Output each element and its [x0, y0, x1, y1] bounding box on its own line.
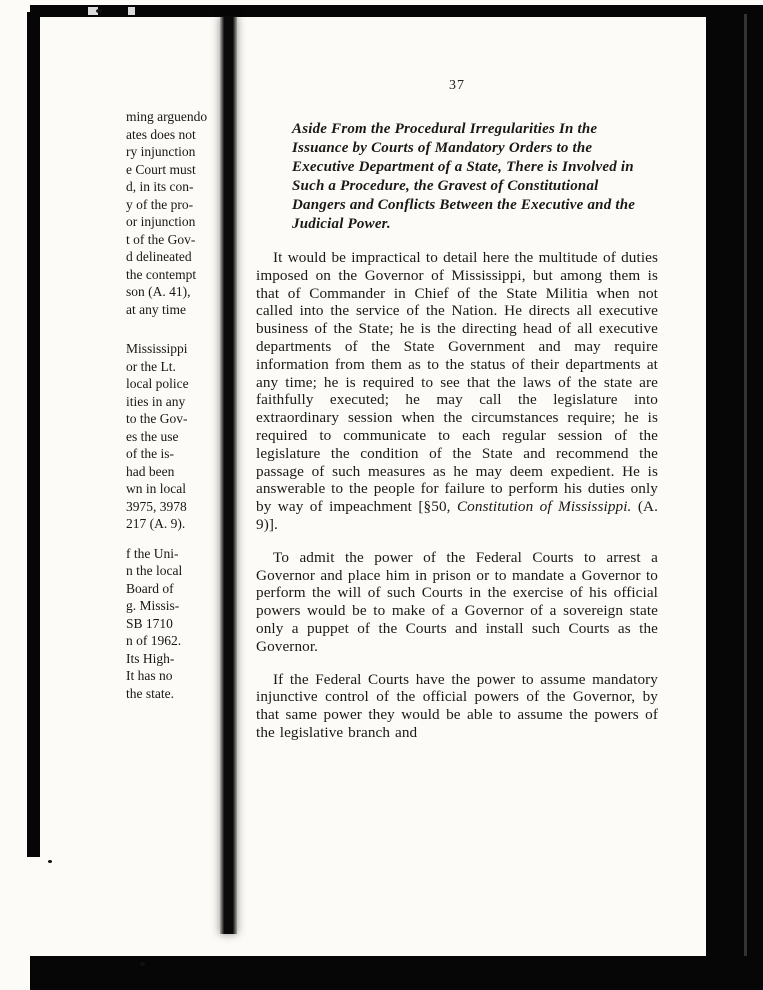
- left-page-text-line: Its High-: [126, 650, 175, 666]
- left-page-text-line: It has no: [126, 668, 173, 683]
- left-page-text-line: ities in any: [126, 393, 186, 409]
- scan-speck: [140, 962, 145, 966]
- argument-heading: Aside From the Procedural Irregularities In the Issuance by Courts of Mandatory Orders to the Executive Department of a State, There is Involved in Such a Procedure, the Gravest of Constitutional Dangers and Conflicts Between the Executive and the Judicial Power.: [292, 121, 636, 232]
- left-page-text-line: 3975, 3978: [126, 498, 187, 514]
- left-page-text-line: d, in its con-: [126, 179, 194, 194]
- left-page-text-line: n of 1962.: [126, 633, 182, 648]
- scan-edge-right-line: [744, 14, 747, 962]
- scan-edge-top: [30, 5, 763, 17]
- paragraph-injunctive-control: If the Federal Courts have the power to assume mandatory injunctive control of the official powers of the Governor, by that same power they would be able to assume the powers of the legislative branch and: [256, 670, 658, 741]
- left-page-fragment: [126, 108, 226, 702]
- left-page-text-line: at any time: [126, 301, 186, 317]
- scan-speck: [48, 860, 52, 863]
- left-page-text-line: ates does not: [126, 126, 196, 142]
- left-page-text-line: wn in local: [126, 481, 186, 496]
- page-number: 37: [449, 78, 465, 93]
- left-page-text-line: Mississippi: [126, 341, 188, 356]
- left-page-text-line: SB 1710: [126, 615, 173, 631]
- left-page-text-line: 217 (A. 9).: [126, 516, 186, 531]
- paragraph-text: It would be impractical to detail here the multitude of duties imposed on the Governor of Mississippi, but among them is that of Commander in Chief of the State Militia when not called into the service of the Nation. He directs all executive business of the State; he is the directing head of all executive departments of the State Government and may require information from them as to the status of their departments at any time; he is required to see that the laws of the state are faithfully executed; he may call the legislature into extraordinary session when the circumstances require; he is required to communicate to each regular session of the legislature the condition of the State and recommend the passage of such measures as he may deem expedient. He is answerable to the people for failure to perform his duties only by way of impeachment [§50,: [256, 249, 658, 516]
- left-page-text-line: d delineated: [126, 249, 192, 264]
- left-page-text-line: t of the Gov-: [126, 231, 196, 247]
- left-page-text-line: to the Gov-: [126, 411, 188, 426]
- left-page-text-line: local police: [126, 376, 189, 391]
- left-page-text-line: had been: [126, 463, 175, 479]
- scan-edge-gap: [128, 7, 135, 15]
- left-page-text-line: or the Lt.: [126, 358, 176, 374]
- left-page-text-line: es the use: [126, 428, 179, 444]
- left-page-text-line: y of the pro-: [126, 196, 194, 212]
- scan-edge-bottom: [30, 956, 763, 990]
- left-page-text-line: ming arguendo: [126, 109, 208, 124]
- left-page-text-line: the contempt: [126, 266, 197, 282]
- left-page-text-line: of the is-: [126, 446, 174, 461]
- left-page-paragraph: [126, 340, 226, 533]
- scan-edge-right: [706, 14, 763, 962]
- left-page-text-line: or injunction: [126, 214, 196, 229]
- left-page-text-line: ry injunction: [126, 144, 196, 159]
- paragraph-text: (A. 9)].: [256, 498, 658, 533]
- left-page-text-line: son (A. 41),: [126, 284, 191, 299]
- left-page-text-line: Board of: [126, 580, 174, 596]
- citation-italic: Constitution of Mississippi.: [456, 498, 632, 516]
- left-page-text-line: n the local: [126, 563, 183, 578]
- right-page: [256, 78, 658, 742]
- paragraph-federal-courts-power: To admit the power of the Federal Courts to arrest a Governor and place him in prison or to mandate a Governor to perform the will of such Courts in the exercise of his official powers would be to make of a Governor of a sovereign state only a puppet of the Courts and install such Courts as the Governor.: [256, 548, 658, 655]
- left-page-text-line: e Court must: [126, 161, 196, 177]
- left-page-paragraph: [126, 108, 226, 318]
- scan-speck: [96, 9, 102, 13]
- left-page-text-line: the state.: [126, 685, 174, 701]
- paragraph-duties-of-governor: [256, 249, 658, 534]
- scan-edge-left: [27, 12, 40, 857]
- left-page-text-line: f the Uni-: [126, 545, 179, 561]
- left-page-paragraph: [126, 545, 226, 703]
- left-page-text-line: g. Missis-: [126, 598, 180, 613]
